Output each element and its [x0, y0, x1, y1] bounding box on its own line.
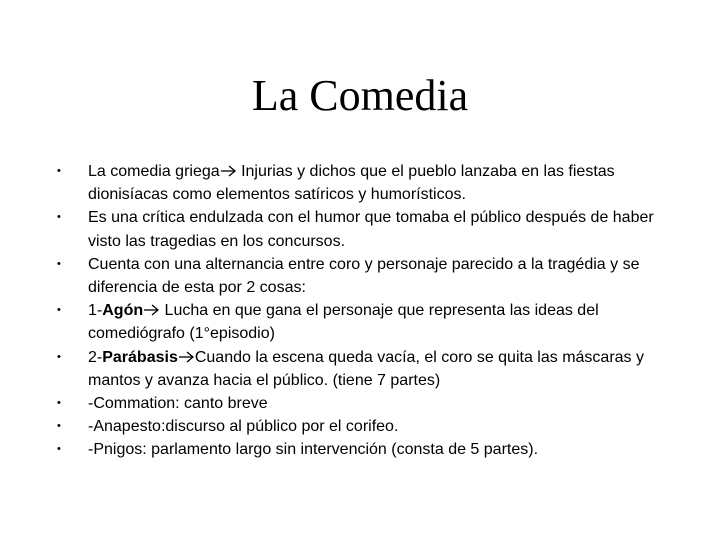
item-text: Cuenta con una alternancia entre coro y personaje parecido a la tragédia y se diferencia de esta por 2 cosas:	[88, 255, 640, 297]
list-item	[57, 346, 657, 392]
item-text: La comedia griega	[88, 163, 220, 180]
item-text: -Pnigos: parlamento largo sin intervención (consta de 5 partes).	[88, 441, 539, 459]
item-text: Es una crítica endulzada con el humor que tomaba el público después de haber visto las tragedias en los concursos.	[88, 209, 654, 250]
right-arrow-icon	[220, 165, 237, 177]
right-arrow-icon	[143, 304, 160, 316]
slide-title: La Comedia	[251, 71, 469, 120]
bullet-icon: •	[57, 397, 61, 410]
list-item	[57, 160, 657, 206]
item-text: Cuando la escena queda vacía, el coro se quita las máscaras y mantos y avanza hacia el público. (tiene 7 partes)	[88, 348, 644, 389]
bullet-icon: •	[57, 211, 61, 224]
list-item	[57, 438, 657, 461]
list-item	[57, 206, 657, 252]
item-text: 2-	[88, 348, 103, 366]
bullet-icon: •	[57, 443, 61, 456]
item-text: -Commation: canto breve	[88, 395, 268, 413]
list-item	[57, 299, 657, 345]
bullet-icon: •	[57, 350, 61, 363]
list-item	[57, 253, 657, 299]
item-bold-term: Parábasis	[102, 348, 178, 366]
item-bold-term: Agón	[102, 302, 144, 320]
item-text: -Anapesto:discurso al público por el corifeo.	[88, 418, 399, 436]
item-text: Lucha en que gana el personaje que representa las ideas del comediógrafo (1°episodio)	[88, 302, 599, 343]
bullet-list	[57, 160, 657, 462]
list-item	[57, 415, 657, 438]
bullet-icon: •	[57, 165, 61, 177]
bullet-icon: •	[57, 257, 61, 270]
item-text: 1-	[88, 302, 103, 320]
bullet-icon: •	[57, 420, 61, 433]
bullet-icon: •	[57, 304, 61, 317]
right-arrow-icon	[178, 351, 195, 363]
list-item	[57, 392, 657, 415]
item-text: Injurias y dichos que el pueblo lanzaba en las fiestas dionisíacas como elementos satíricos y humorísticos.	[88, 163, 615, 204]
